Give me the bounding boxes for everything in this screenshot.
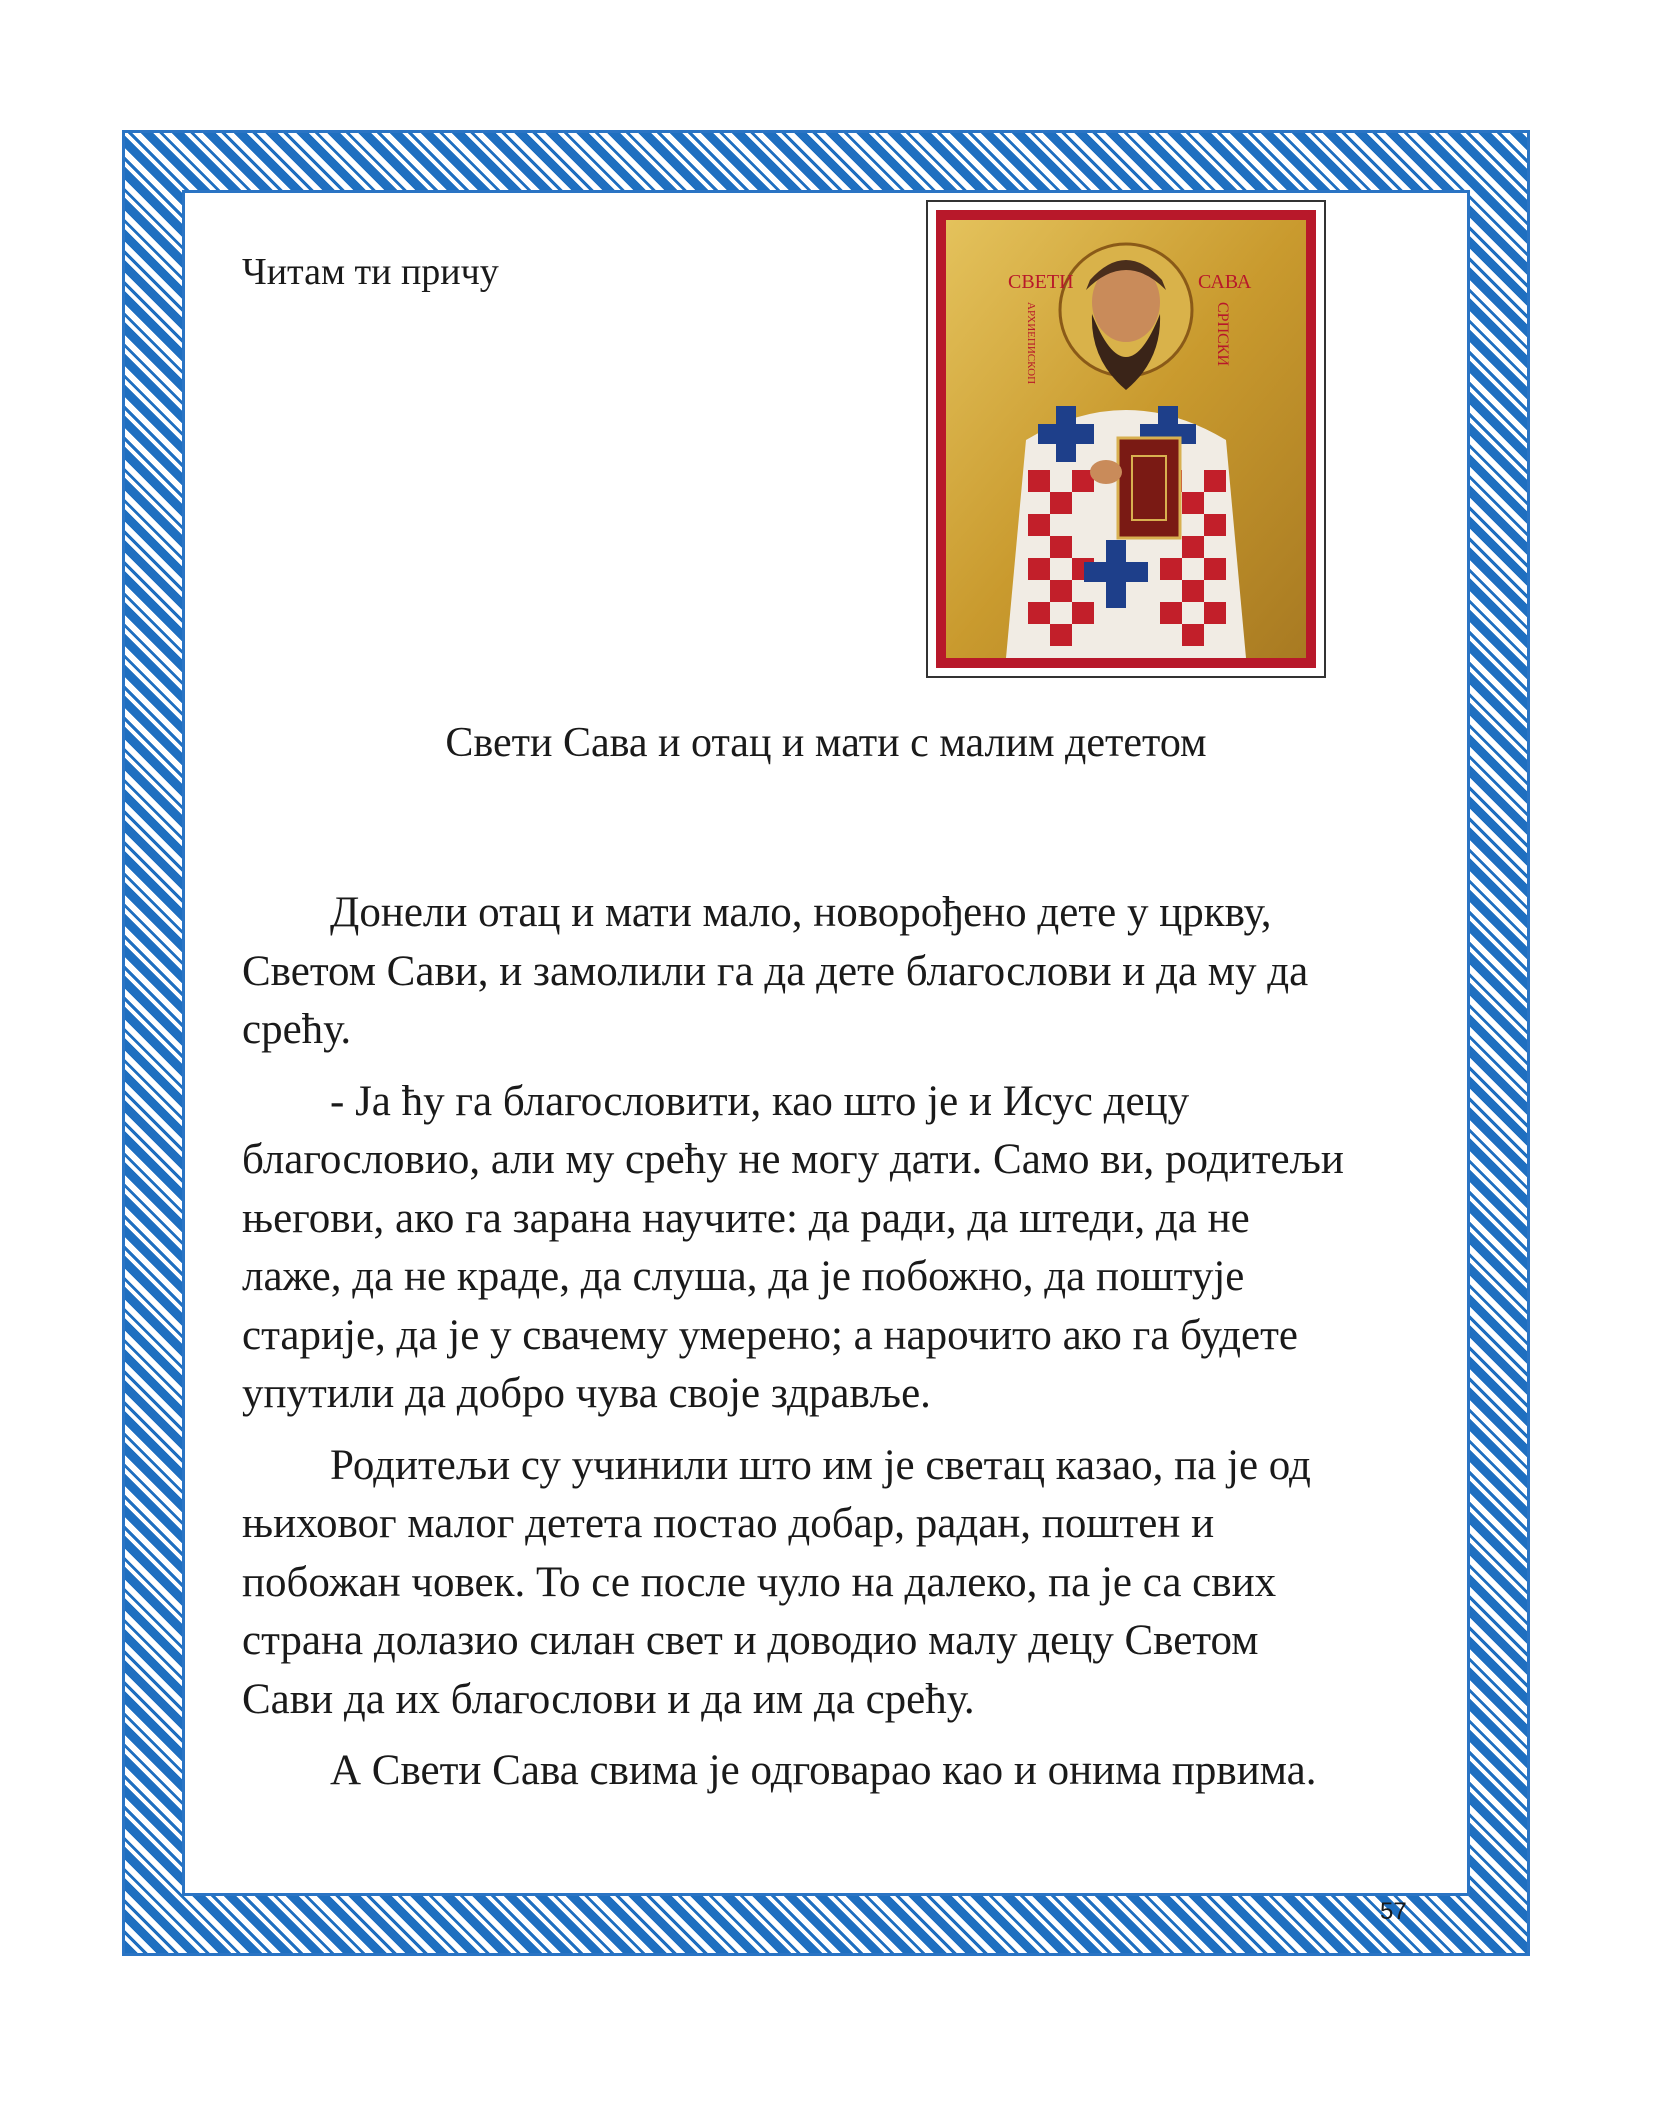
text-line: благословио, али му срећу не могу дати. Само ви, родитељи	[242, 1136, 1344, 1183]
story-paragraph	[242, 1073, 1422, 1424]
text-line: Сави да их благослови и да им да срећу.	[242, 1675, 975, 1723]
text-line: побожан човек. То се после чуло на далеко, па је са свих	[242, 1558, 1277, 1606]
story-paragraph	[242, 1742, 1422, 1801]
text-line: страна долазио силан свет и доводио малу децу Светом	[242, 1617, 1259, 1664]
text-line: срећу.	[242, 1006, 352, 1053]
icon-caption-left: СВЕТИ	[1008, 271, 1074, 293]
text-line: његови, ако га зарана научите: да ради, да штеди, да не	[242, 1194, 1250, 1242]
text-line: упутили да добро чува своје здравље.	[242, 1370, 931, 1417]
section-label: Читам ти причу	[242, 251, 499, 293]
text-line: старије, да је у свачему умерено; а нарочито ако га будете	[242, 1311, 1298, 1359]
story-title: Свети Сава и отац и мати с малим дететом	[445, 720, 1207, 766]
story-paragraph	[242, 1437, 1422, 1730]
text-line: Светом Сави, и замолили га да дете благослови и да му да	[242, 947, 1309, 995]
text-line: Донели отац и мати мало, новорођено дете у цркву,	[330, 889, 1272, 936]
text-line: њиховог малог детета постао добар, радан, поштен и	[242, 1500, 1215, 1547]
icon-caption-right: САВА	[1198, 271, 1252, 293]
saint-sava-icon-image	[926, 200, 1326, 678]
text-line: А Свети Сава свима је одговарао као и онима првима.	[330, 1747, 1317, 1794]
story-body	[242, 884, 1422, 1814]
icon-caption-vertical-left: АРХИЕПИСКОП	[1025, 302, 1037, 385]
story-paragraph	[242, 884, 1422, 1060]
text-line: Родитељи су учинили што им је светац казао, па је од	[330, 1441, 1311, 1489]
icon-caption-vertical-right: СРПСКИ	[1214, 302, 1231, 367]
icon-painting	[936, 210, 1316, 668]
text-line: лаже, да не краде, да слуша, да је побожно, да поштује	[242, 1253, 1245, 1300]
text-line: - Ја ћу га благословити, као што је и Исус децу	[330, 1077, 1190, 1125]
page-number: 57	[1380, 1898, 1407, 1925]
